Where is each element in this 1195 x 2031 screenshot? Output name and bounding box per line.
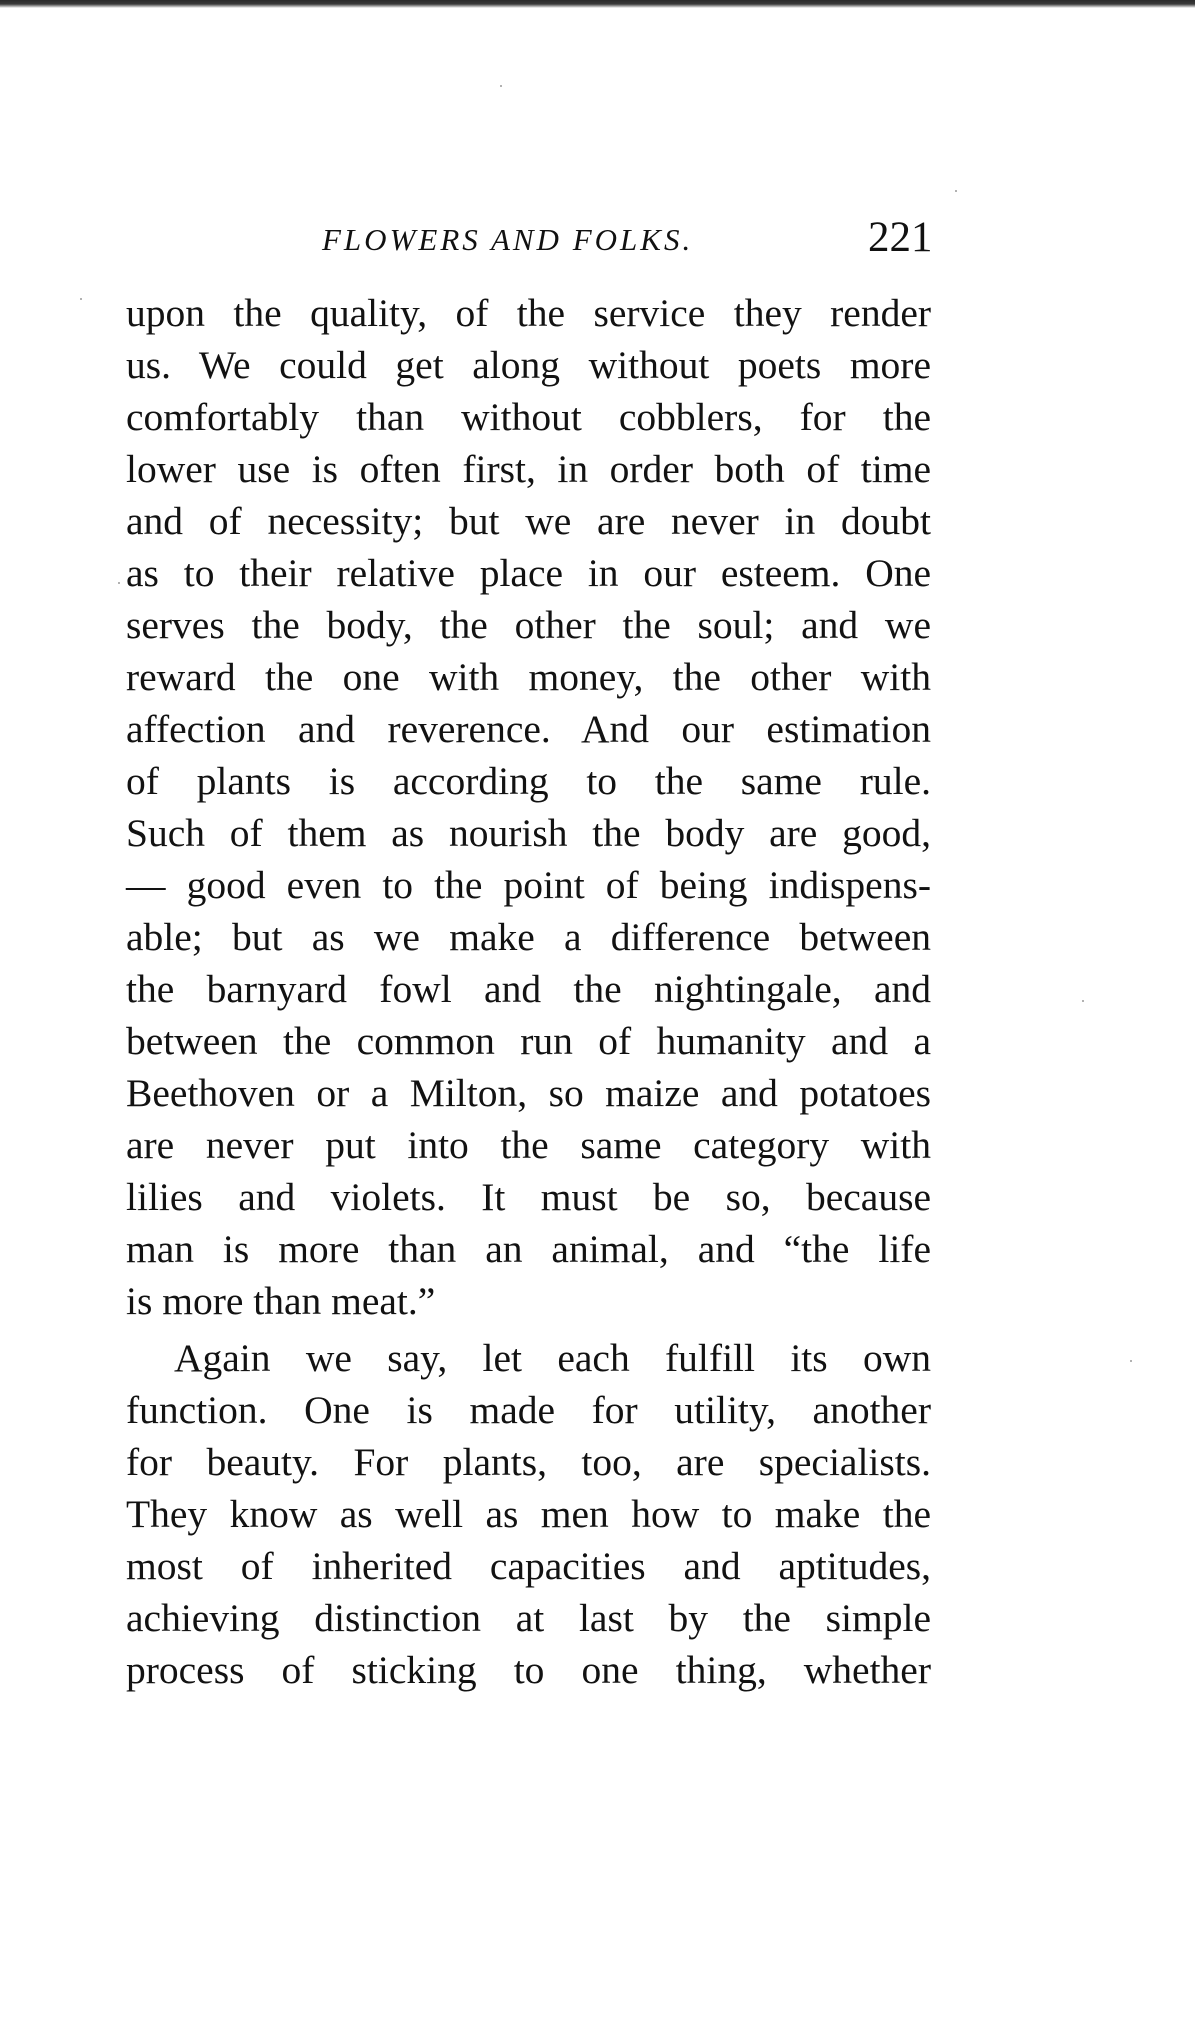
text-line: between the common run of humanity and a [126,1019,931,1063]
text-line: lilies and violets. It must be so, because [126,1175,931,1219]
page-header [0,208,1195,268]
paragraph-2 [126,1332,931,1696]
text-line: most of inherited capacities and aptitudes, [126,1544,931,1588]
text-line: serves the body, the other the soul; and we [126,603,931,647]
text-line: process of sticking to one thing, whether [126,1648,931,1692]
text-line: achieving distinction at last by the simple [126,1596,931,1640]
text-line: as to their relative place in our esteem. One [126,551,931,595]
text-line: able; but as we make a difference between [126,915,931,959]
text-line: the barnyard fowl and the nightingale, and [126,967,931,1011]
scan-speck [1130,1360,1132,1362]
text-line: They know as well as men how to make the [126,1492,931,1536]
text-line: reward the one with money, the other with [126,655,931,699]
text-line: comfortably than without cobblers, for the [126,395,931,439]
text-line: — good even to the point of being indispens- [126,863,931,907]
text-line: Such of them as nourish the body are good, [126,811,931,855]
scan-speck [1082,1000,1084,1002]
running-title: FLOWERS AND FOLKS. [322,222,694,257]
text-line: upon the quality, of the service they render [126,291,931,335]
text-line: lower use is often first, in order both of time [126,447,931,491]
scan-speck [118,582,120,584]
text-line: function. One is made for utility, another [126,1388,931,1432]
scan-top-edge [0,0,1195,8]
text-line: man is more than an animal, and “the life [126,1227,931,1271]
scan-speck [500,85,502,87]
text-line: affection and reverence. And our estimation [126,707,931,751]
text-line: are never put into the same category with [126,1123,931,1167]
paragraph-1 [126,287,931,1327]
page-number: 221 [868,214,933,261]
text-line: for beauty. For plants, too, are specialists. [126,1440,931,1484]
scan-speck [80,298,82,300]
text-line: is more than meat.” [126,1279,436,1323]
text-line: Again we say, let each fulfill its own [174,1336,931,1380]
text-line: Beethoven or a Milton, so maize and potatoes [126,1071,931,1115]
scan-speck [955,190,957,192]
body-text [126,287,931,1696]
text-line: and of necessity; but we are never in doubt [126,499,931,543]
text-line: of plants is according to the same rule. [126,759,931,803]
text-line: us. We could get along without poets more [126,343,931,387]
